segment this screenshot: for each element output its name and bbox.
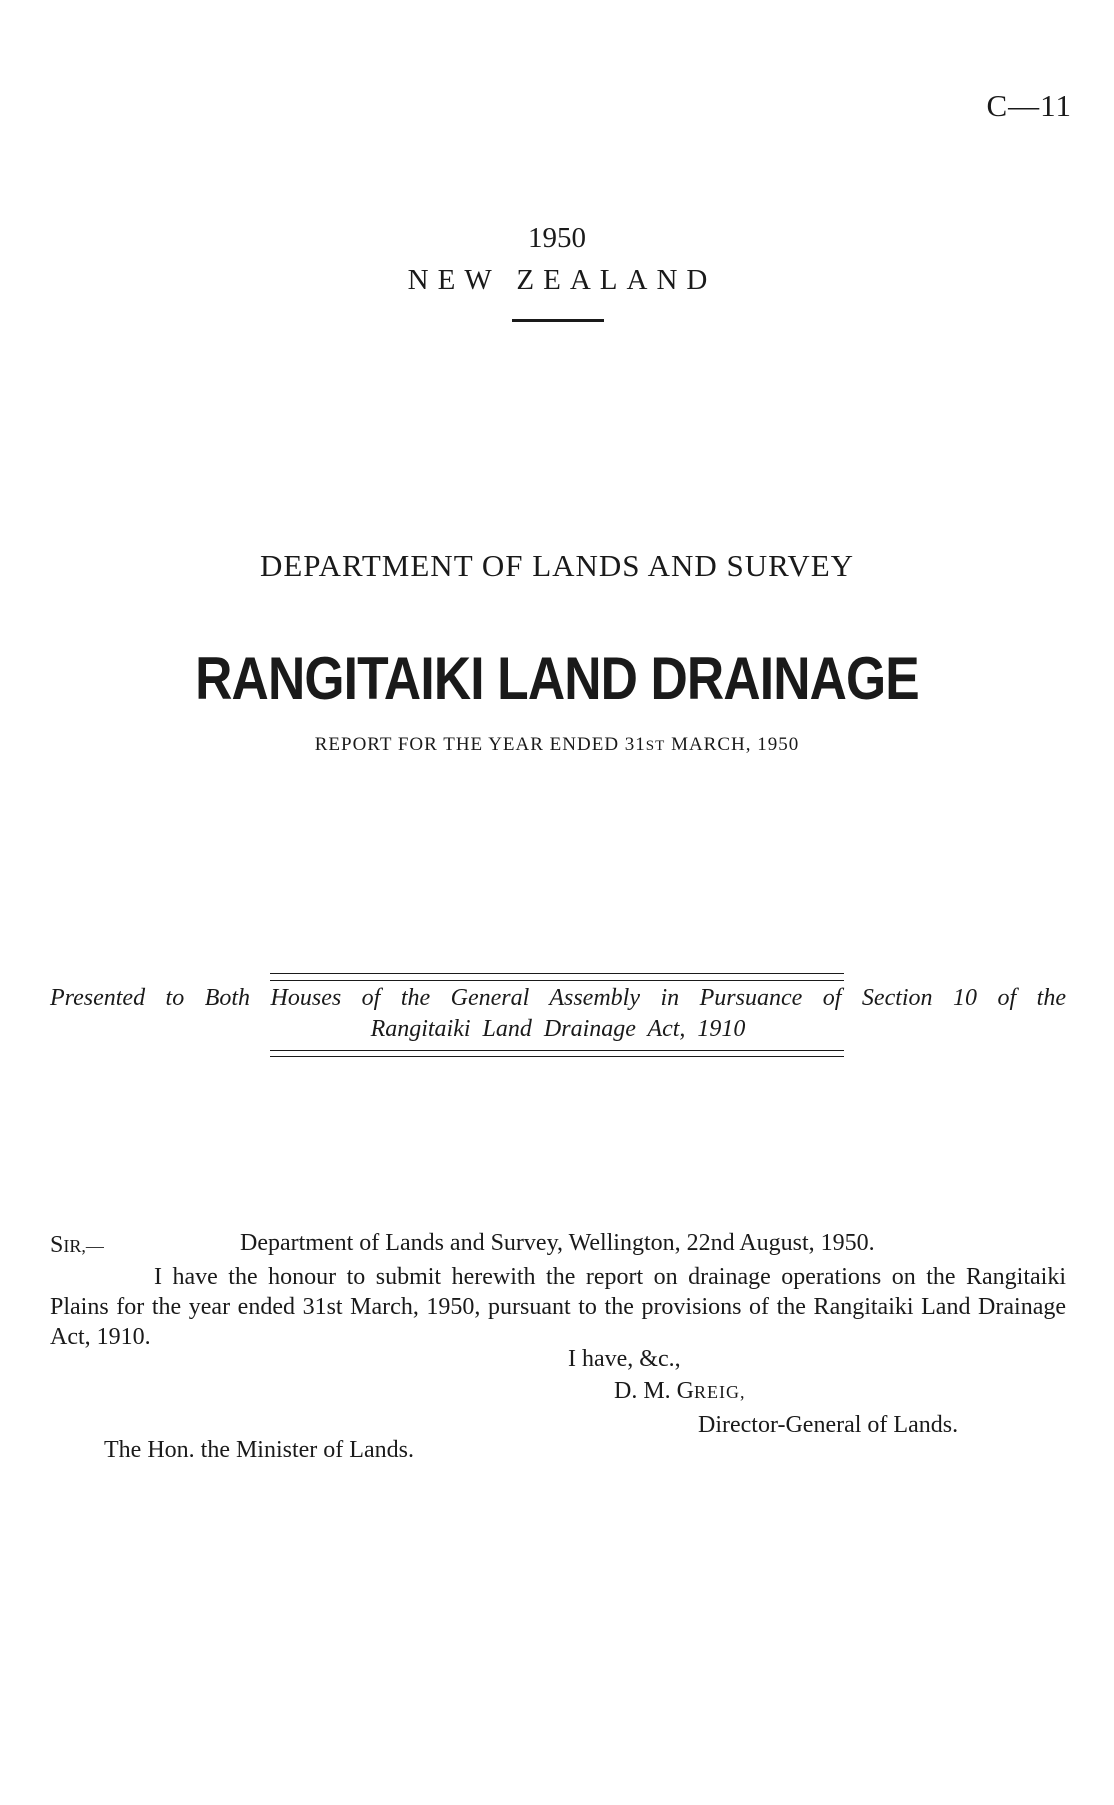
divider-short [512, 319, 604, 322]
divider-bottom-2 [270, 1056, 844, 1057]
page-title: RANGITAIKI LAND DRAINAGE [195, 645, 919, 712]
presentation-line-1: Presented to Both Houses of the General Assembly in Pursuance of Section 10 of the [50, 985, 1066, 1011]
divider-top-1 [270, 973, 844, 974]
divider-top-2 [270, 980, 844, 981]
letter-body: I have the honour to submit herewith the report on drainage operations on the Rangitaiki Plains for the year ended 31st March, 1950, pursuant to the provisions of the Rangitaiki Land Drainage Act, 1910. [50, 1264, 1066, 1350]
subtitle-post: MARCH, 1950 [665, 734, 800, 755]
signatory-title: Director-General of Lands. [698, 1412, 959, 1438]
letter-closing: I have, &c., [568, 1346, 681, 1372]
signature-initials: D. M. G [614, 1378, 695, 1404]
report-subtitle [0, 734, 1114, 756]
report-year: 1950 [528, 222, 586, 254]
page-reference: C—11 [986, 88, 1072, 123]
signature [614, 1378, 746, 1405]
country-heading: NEW ZEALAND [407, 264, 717, 296]
salutation-initial: S [50, 1232, 64, 1258]
presentation-note [50, 983, 1066, 1045]
divider-bottom-1 [270, 1050, 844, 1051]
department-heading: DEPARTMENT OF LANDS AND SURVEY [259, 548, 855, 583]
signature-surname: REIG, [694, 1382, 746, 1402]
addressee: The Hon. the Minister of Lands. [104, 1437, 414, 1463]
subtitle-ordinal: ST [645, 738, 666, 754]
letter-date-line: Department of Lands and Survey, Wellington, 22nd August, 1950. [240, 1230, 875, 1256]
presentation-line-2: Rangitaiki Land Drainage Act, 1910 [370, 1016, 746, 1042]
salutation-rest: IR,— [63, 1236, 104, 1256]
subtitle-pre: REPORT FOR THE YEAR ENDED 31 [314, 734, 646, 755]
